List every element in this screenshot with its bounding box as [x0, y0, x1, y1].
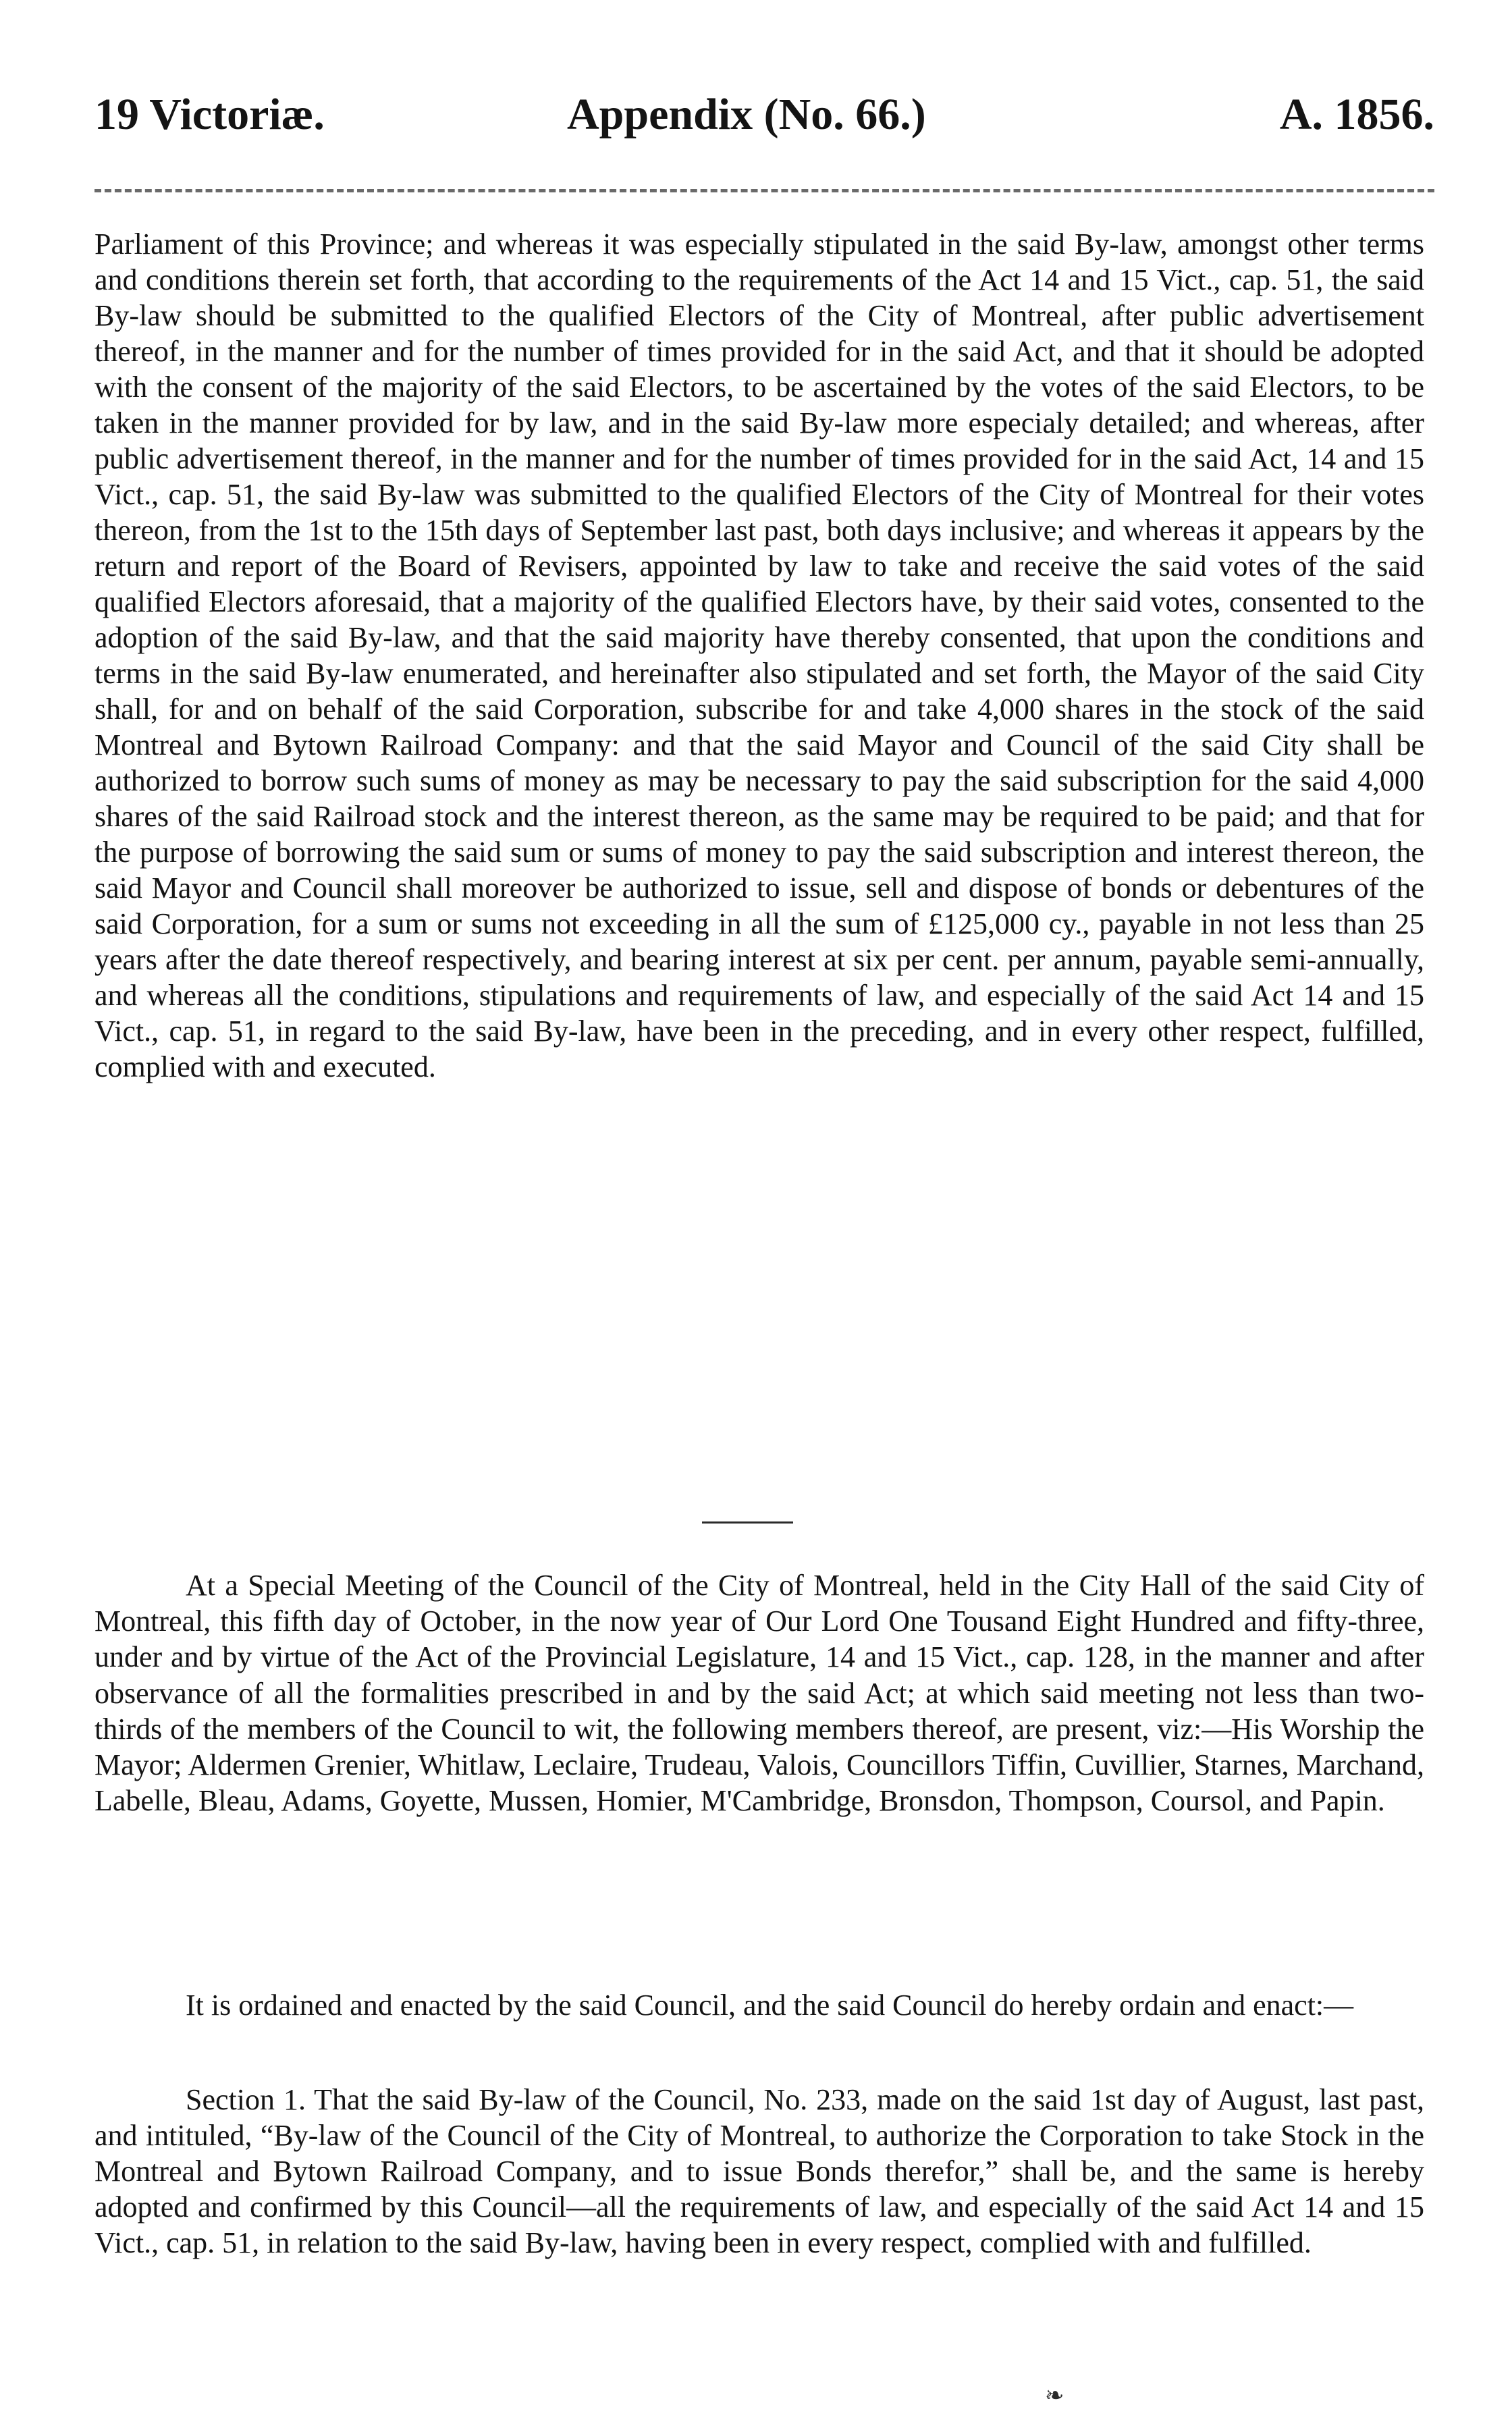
- paragraph-section-1: Section 1. That the said By-law of the Council, No. 233, made on the said 1st day of August, last past, and intituled, “By-law of the Council of the City of Montreal, to authorize the Corporation to take Stock in the Montreal and Bytown Railroad Company, and to issue Bonds therefor,” shall be, and the same is hereby adopted and confirmed by this Council—all the requirements of law, and especially of the said Act 14 and 15 Vict., cap. 51, in relation to the said By-law, having been in every respect, complied with and fulfilled.: [94, 2083, 1424, 2259]
- footer-ornament-icon: ❧: [1045, 2383, 1064, 2408]
- header-session: 19 Victoriæ.: [94, 90, 325, 139]
- paragraph-enactment-clause: It is ordained and enacted by the said Council, and the said Council do hereby ordain and enact:—: [186, 1989, 1354, 2022]
- paragraph-by-law-recital: Parliament of this Province; and whereas it was especially stipulated in the said By-law, amongst other terms and conditions therein set forth, that according to the requirements of the Act 14 and 15 Vict., cap. 51, the said By-law should be submitted to the qualified Electors of the City of Montreal, after public advertisement thereof, in the manner and for the number of times provided for in the said Act, and that it should be adopted with the consent of the majority of the said Electors, to be ascertained by the votes of the said Electors, to be taken in the manner provided for by law, and in the said By-law more especialy detailed; and whereas, after public advertisement thereof, in the manner and for the number of times provided for in the said Act, 14 and 15 Vict., cap. 51, the said By-law was submitted to the qualified Electors of the City of Montreal for their votes thereon, from the 1st to the 15th days of September last past, both days inclusive; and whereas it appears by the return and report of the Board of Revisers, appointed by law to take and receive the said votes of the said qualified Electors aforesaid, that a majority of the qualified Electors have, by their said votes, consented to the adoption of the said By-law, and that the said majority have thereby consented, that upon the conditions and terms in the said By-law enumerated, and hereinafter also stipulated and set forth, the Mayor of the said City shall, for and on behalf of the said Corporation, subscribe for and take 4,000 shares in the stock of the said Montreal and Bytown Railroad Company: and that the said Mayor and Council of the said City shall be authorized to borrow such sums of money as may be necessary to pay the said subscription for the said 4,000 shares of the said Railroad stock and the interest thereon, as the same may be required to be paid; and that for the purpose of borrowing the said sum or sums of money to pay the said subscription and interest thereon, the said Mayor and Council shall moreover be authorized to issue, sell and dispose of bonds or debentures of the said Corporation, for a sum or sums not exceeding in all the sum of £125,000 cy., payable in not less than 25 years after the date thereof respectively, and bearing interest at six per cent. per annum, payable semi-annually, and whereas all the conditions, stipulations and requirements of law, and especially of the said Act 14 and 15 Vict., cap. 51, in regard to the said By-law, have been in the preceding, and in every other respect, fulfilled, complied with and executed.: [94, 227, 1424, 1083]
- header-divider: [94, 189, 1434, 192]
- page-header: [94, 81, 1434, 149]
- header-appendix: Appendix (No. 66.): [567, 90, 926, 139]
- header-year: A. 1856.: [1279, 90, 1434, 139]
- paragraph-special-meeting: At a Special Meeting of the Council of the City of Montreal, held in the City Hall of the said City of Montreal, this fifth day of October, in the now year of Our Lord One Tousand Eight Hundred and fifty-three, under and by virtue of the Act of the Provincial Legislature, 14 and 15 Vict., cap. 128, in the manner and after observance of all the formalities prescribed in and by the said Act; at which said meeting not less than two-thirds of the members of the Council to wit, the following members thereof, are present, viz:—His Worship the Mayor; Aldermen Grenier, Whitlaw, Leclaire, Trudeau, Valois, Councillors Tiffin, Cuvillier, Starnes, Marchand, Labelle, Bleau, Adams, Goyette, Mussen, Homier, M'Cambridge, Bronsdon, Thompson, Coursol, and Papin.: [94, 1569, 1424, 1818]
- section-separator: [702, 1521, 793, 1524]
